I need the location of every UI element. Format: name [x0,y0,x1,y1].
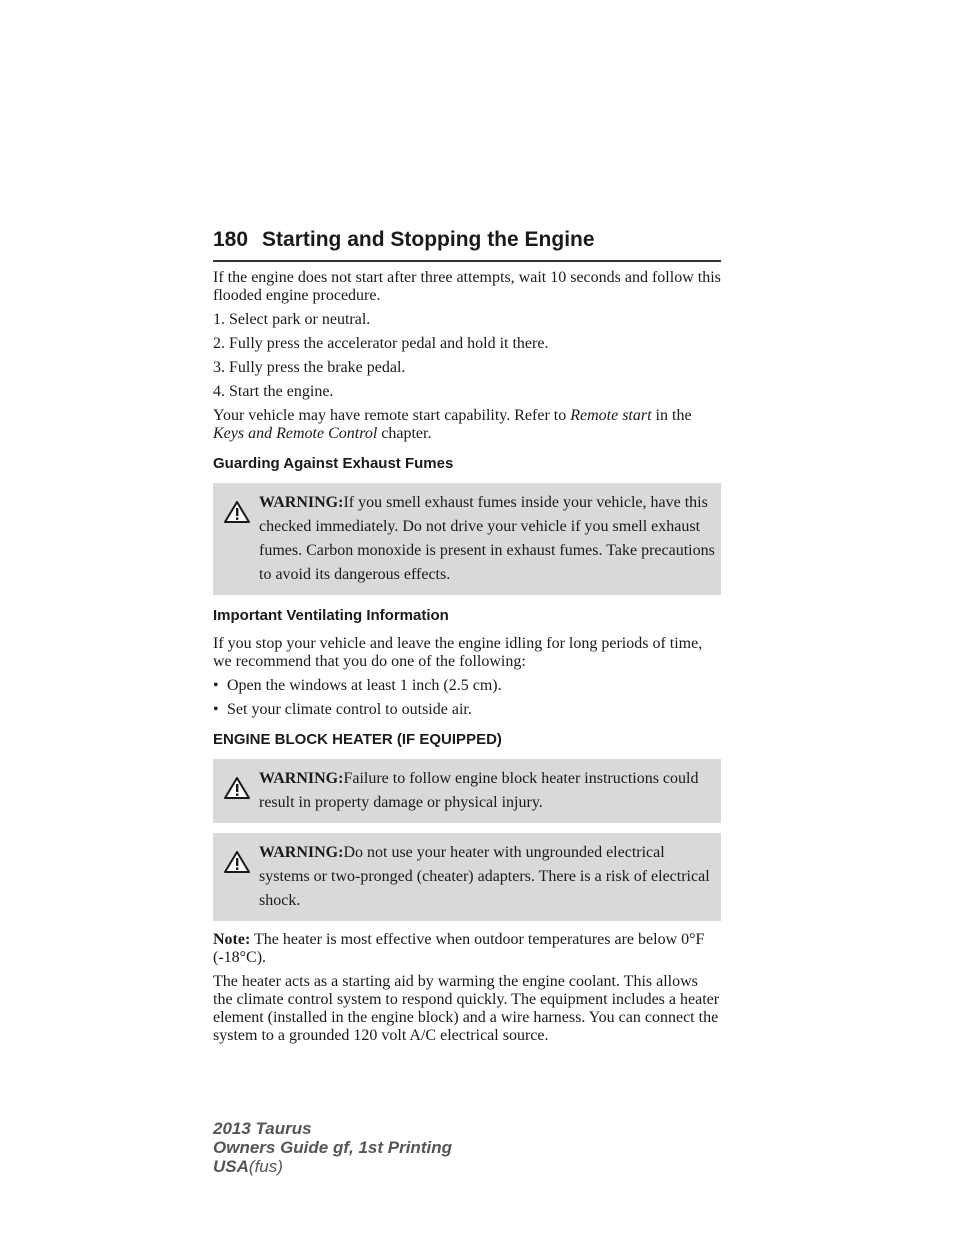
page-number: 180 [213,228,249,251]
footer-edition: Owners Guide gf, 1st Printing [213,1138,452,1157]
keys-chapter-ref: Keys and Remote Control [213,425,378,442]
page-content [213,269,721,1051]
step-4: 4. Start the engine. [213,383,334,400]
remote-start-ref: Remote start [570,407,652,424]
block-heater-heading: ENGINE BLOCK HEATER (IF EQUIPPED) [213,731,502,748]
remote-start-paragraph: Your vehicle may have remote start capability. Refer to Remote start in the Keys and Remote Control chapter. [213,407,692,442]
step-2: 2. Fully press the accelerator pedal and hold it there. [213,335,549,352]
ventilating-paragraph: If you stop your vehicle and leave the engine idling for long periods of time, we recommend that you do one of the following: [213,635,703,670]
list-item: • Set your climate control to outside air. [213,701,472,718]
warning-triangle-icon [215,841,259,873]
warning-box [213,759,721,823]
warning-text: If you smell exhaust fumes inside your vehicle, have this checked immediately. Do not drive your vehicle if you smell exhaust fumes. Carbon monoxide is present in exhaust fumes. Take precautions to avoid its dangerous effects. [259,494,715,583]
warning-box [213,833,721,921]
warning-text: Failure to follow engine block heater instructions could result in property damage or physical injury. [259,770,699,811]
warning-box [213,483,721,595]
ventilating-heading: Important Ventilating Information [213,607,449,624]
intro-paragraph: If the engine does not start after three attempts, wait 10 seconds and follow this flooded engine procedure. [213,269,721,304]
heater-description: The heater acts as a starting aid by warming the engine coolant. This allows the climate control system to respond quickly. The equipment includes a heater element (installed in the engine block) and a wire harness. You can connect the system to a grounded 120 volt A/C electrical source. [213,973,720,1044]
page-header [213,228,721,252]
footer-model: 2013 Taurus [213,1119,312,1138]
bullet-icon: • [213,677,219,694]
warning-triangle-icon [215,767,259,799]
note-paragraph: Note: The heater is most effective when outdoor temperatures are below 0°F (-18°C). [213,931,705,966]
warning-triangle-icon [215,491,259,523]
chapter-title: Starting and Stopping the Engine [262,228,595,251]
warning-label: WARNING: [259,844,344,861]
header-rule [213,260,721,262]
warning-label: WARNING: [259,494,344,511]
step-3: 3. Fully press the brake pedal. [213,359,406,376]
exhaust-fumes-heading: Guarding Against Exhaust Fumes [213,455,454,472]
bullet-icon: • [213,701,219,718]
warning-label: WARNING: [259,770,344,787]
step-1: 1. Select park or neutral. [213,311,371,328]
print-footer [213,1119,452,1176]
list-item: • Open the windows at least 1 inch (2.5 cm). [213,677,502,694]
footer-region: USA(fus) [213,1157,283,1176]
warning-text: Do not use your heater with ungrounded electrical systems or two-pronged (cheater) adapters. There is a risk of electrical shock. [259,844,710,909]
